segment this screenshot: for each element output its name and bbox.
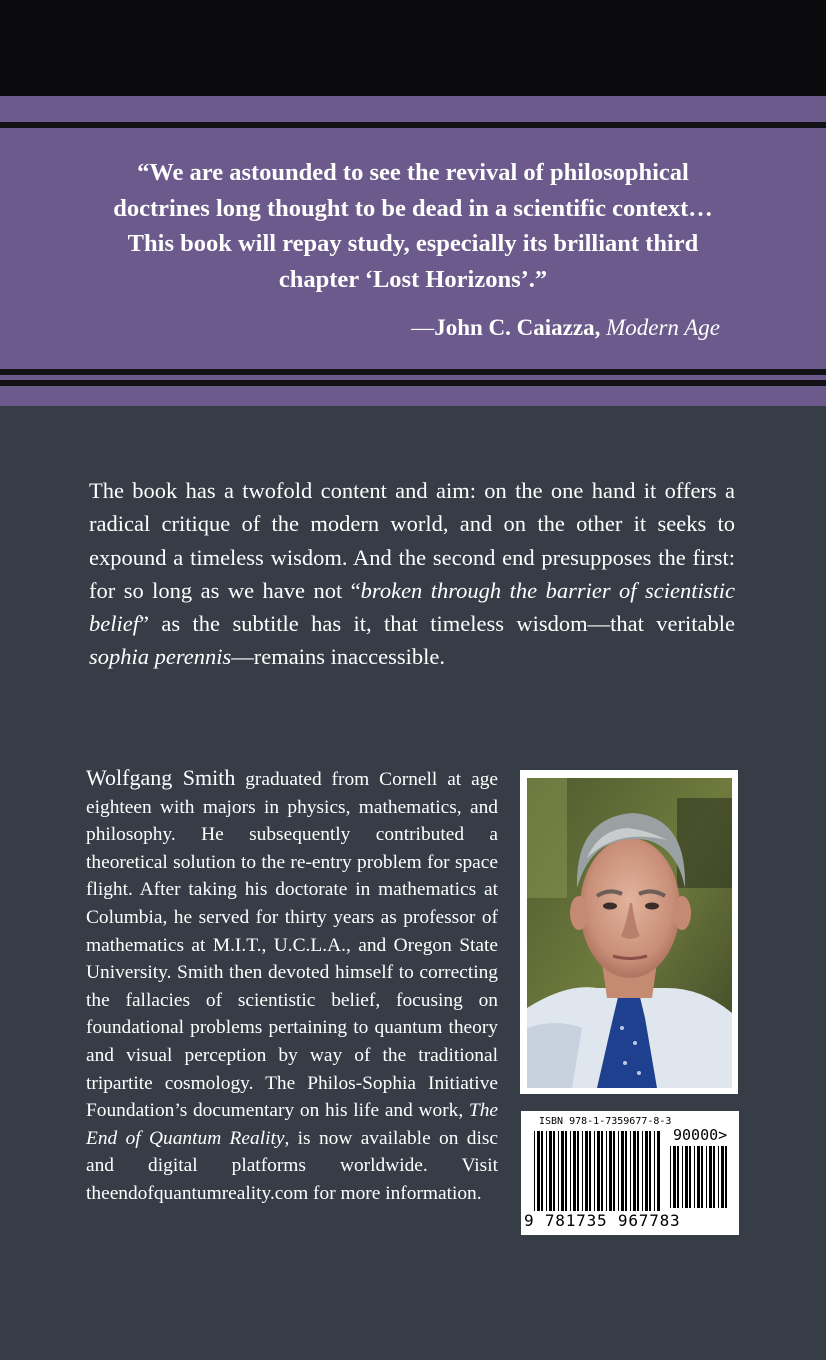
price-barcode [670, 1146, 730, 1208]
endorsement-quote [60, 155, 766, 297]
barcode-bar [633, 1131, 636, 1211]
barcode-bar [637, 1131, 639, 1211]
description-italic: sophia perennis [89, 644, 232, 670]
barcode-bar [541, 1131, 543, 1211]
barcode-bar [613, 1131, 615, 1211]
quote-line: “We are astounded to see the revival of philosophical [137, 159, 689, 186]
description-text: ” as the subtitle has it, that timeless wisdom—that veritable [138, 611, 735, 637]
barcode-bar [673, 1146, 676, 1208]
barcode-bar [689, 1146, 691, 1208]
barcode-bar [618, 1131, 619, 1211]
attribution-name: John C. Caiazza, [434, 315, 601, 340]
barcode-bar [585, 1131, 588, 1211]
barcode-bar [721, 1146, 724, 1208]
barcode-bar [645, 1131, 648, 1211]
barcode-digits: 9 781735 967783 [524, 1211, 681, 1230]
barcode-bar [657, 1131, 660, 1211]
barcode-bar [709, 1146, 712, 1208]
barcode-bar [642, 1131, 643, 1211]
barcode-bar [570, 1131, 571, 1211]
isbn-label: ISBN 978-1-7359677-8-3 [539, 1116, 672, 1127]
barcode-bar [589, 1131, 591, 1211]
barcode-bar [606, 1131, 607, 1211]
barcode-bar [573, 1131, 576, 1211]
barcode-bar [546, 1131, 547, 1211]
attribution-dash: — [411, 315, 435, 340]
barcode-bar [594, 1131, 595, 1211]
barcode-bar [558, 1131, 559, 1211]
quote-line: This book will repay study, especially its brilliant third [127, 230, 699, 257]
description-text: The book has a twofold content and aim: on the one hand it offers a radical critique of the modern world, and on the other it seeks to expound a timeless wisdom. And the second end presupposes the first: for so long as we have not “ [89, 478, 735, 603]
isbn-barcode [534, 1131, 660, 1211]
barcode-bar [601, 1131, 603, 1211]
barcode-bar [609, 1131, 612, 1211]
top-black-bar [0, 0, 826, 96]
barcode-bar [694, 1146, 695, 1208]
book-description [89, 474, 735, 674]
barcode-bar [621, 1131, 624, 1211]
quote-line: chapter ‘Lost Horizons’.” [278, 265, 548, 293]
quote-attribution [411, 311, 720, 345]
barcode-bar [561, 1131, 564, 1211]
barcode-bar [537, 1131, 540, 1211]
barcode-bar [701, 1146, 703, 1208]
barcode-bar [697, 1146, 700, 1208]
author-bio [86, 764, 498, 1208]
author-photo [527, 778, 732, 1088]
bio-text: , is now available on disc and digital platforms worldwide. Visit theendofquantumreality.com for more information. [86, 1127, 498, 1204]
barcode-bar [597, 1131, 600, 1211]
author-name: Wolfgang Smith [86, 765, 236, 790]
purple-band-bottom [0, 386, 826, 406]
barcode-bar [706, 1146, 707, 1208]
barcode-bar [630, 1131, 631, 1211]
barcode-bar [682, 1146, 683, 1208]
barcode-bar [670, 1146, 671, 1208]
barcode-bar [549, 1131, 552, 1211]
description-text: —remains inaccessible. [231, 644, 445, 670]
barcode-bar [713, 1146, 715, 1208]
barcode-bar [582, 1131, 583, 1211]
bio-text: graduated from Cornell at age eighteen with majors in physics, mathematics, and philosophy. He subsequently contributed a theoretical solution to the re-entry problem for space flight. After taking his doctorate in mathematics at Columbia, he served for thirty years as professor of mathematics at M.I.T., U.C.L.A., and Oregon State University. Smith then devoted himself to correcting the fallacies of scientistic belief, focusing on foundational problems pertaining to quantum theory and visual perception by way of the traditional tripartite cosmology. The Philos-Sophia Initiative Foundation’s documentary on his life and work, [86, 769, 498, 1122]
barcode-bar [553, 1131, 555, 1211]
quote-line: doctrines long thought to be dead in a scientific context… [113, 194, 713, 222]
barcode-bar [649, 1131, 651, 1211]
attribution-publication: Modern Age [606, 315, 720, 340]
barcode-bar [625, 1131, 627, 1211]
barcode-bar [577, 1131, 579, 1211]
barcode-bar [534, 1131, 535, 1211]
description-italic: broken through the barrier of scientistic belief [89, 577, 735, 637]
barcode-bar [677, 1146, 679, 1208]
barcode-bar [654, 1131, 655, 1211]
barcode-bar [718, 1146, 719, 1208]
barcode-bar [565, 1131, 567, 1211]
barcode-bar [685, 1146, 688, 1208]
price-code: 90000> [673, 1126, 728, 1144]
barcode-bar [725, 1146, 727, 1208]
purple-band-top [0, 96, 826, 122]
film-title: The End of Quantum Reality [86, 1100, 498, 1149]
